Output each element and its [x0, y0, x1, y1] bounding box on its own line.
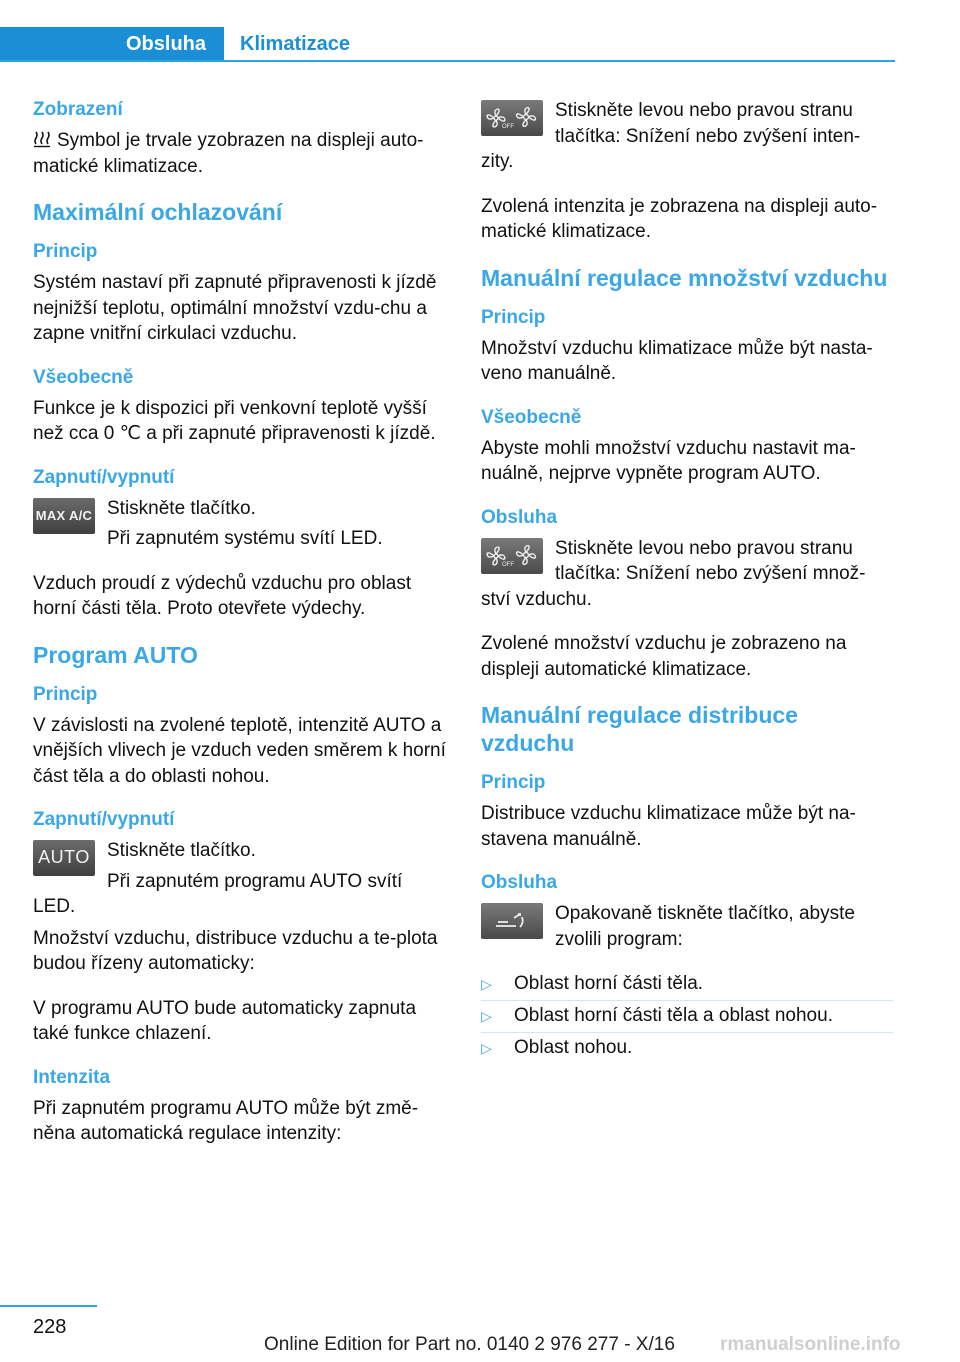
heading-zapnuti-2: Zapnutí/vypnutí: [33, 809, 175, 830]
auto-button-image: AUTO: [33, 840, 95, 876]
heading-princip-3: Princip: [481, 306, 546, 328]
heading-manual-distribuce: Manuální regulace distribuce vzduchu: [481, 702, 798, 756]
list-item: ▷ Oblast horní části těla a oblast nohou.: [481, 1003, 893, 1029]
heading-program-auto: Program AUTO: [33, 641, 198, 668]
tab-obsluha[interactable]: Obsluha: [0, 27, 224, 62]
heading-vseobecne-1: Všeobecně: [33, 366, 134, 388]
air-distribution-icon: [492, 909, 532, 933]
heading-max-ochlazovani: Maximální ochlazování: [33, 199, 283, 225]
fan-intensity-instruction: OFF Stiskněte levou nebo pravou stranu tlačítka: Snížení nebo zvýšení inten- zity.: [481, 100, 861, 172]
right-column: [481, 98, 893, 1067]
text-vzduch-proudi: Vzduch proudí z výdechů vzduchu pro oblast horní části těla. Proto otevřete výdechy.: [33, 572, 412, 619]
heading-obsluha-2: Obsluha: [481, 872, 558, 893]
heading-intenzita: Intenzita: [33, 1066, 111, 1088]
heading-manual-mnozstvi: Manuální regulace množství vzduchu: [481, 264, 888, 291]
max-ac-button-image: MAX A/C: [33, 498, 95, 534]
page-footer: [0, 1300, 960, 1362]
bullet-triangle-icon: ▷: [481, 1040, 492, 1056]
svg-text:OFF: OFF: [502, 124, 514, 130]
text-zvolena-intenzita: Zvolená intenzita je zobrazena na displeji auto-matické klimatizace.: [481, 195, 878, 242]
heading-princip-1: Princip: [33, 241, 98, 262]
page-header: [0, 0, 960, 62]
heading-obsluha-1: Obsluha: [481, 506, 558, 528]
text-princip-2: V závislosti na zvolené teplotě, intenzitě AUTO a vnějších vlivech je vzduch veden směrem k horní část těla a do oblasti nohou.: [33, 714, 446, 787]
text-princip-1: Systém nastaví při zapnuté připravenosti k jízdě nejnižší teplotu, optimální množství vzdu-chu a zapne vnitřní cirkulaci vzduchu.: [33, 272, 437, 344]
fan-icon: [485, 106, 539, 130]
text-princip-4: Distribuce vzduchu klimatizace může být na-stavena manuálně.: [481, 803, 856, 850]
tab-klimatizace[interactable]: Klimatizace: [240, 33, 351, 55]
zobrazeni-body: Symbol je trvale yzobrazen na displeji auto- matické klimatizace.: [33, 130, 424, 177]
maxac-instruction: MAX A/C Stiskněte tlačítko. Při zapnutém systému svítí LED.: [33, 496, 447, 552]
heat-waves-icon: [33, 130, 51, 148]
left-column: [33, 98, 447, 1166]
fan-button-image-2: [481, 538, 543, 574]
svg-text:OFF: OFF: [502, 561, 514, 568]
fan-button-image: [481, 100, 543, 136]
site-watermark: rmanualsonline.info: [720, 1334, 901, 1355]
air-distribution-button-image: [481, 903, 543, 939]
text-program-chlazeni: V programu AUTO bude automaticky zapnuta také funkce chlazení.: [33, 997, 417, 1044]
heading-zobrazeni: Zobrazení: [33, 99, 123, 120]
fan-amount-instruction: OFF Stiskněte levou nebo pravou stranu tlačítka: Snížení nebo zvýšení množ- ství vzduchu.: [481, 537, 866, 610]
text-vseobecne-2: Abyste mohli množství vzduchu nastavit ma-nuálně, nejprve vypněte program AUTO.: [481, 437, 856, 484]
heading-princip-2: Princip: [33, 683, 98, 705]
fan-icon-2: [485, 544, 539, 568]
heading-zapnuti-1: Zapnutí/vypnutí: [33, 466, 175, 488]
heading-princip-4: Princip: [481, 772, 546, 793]
text-intenzita: Při zapnutém programu AUTO může být změ-něna automatická regulace intenzity:: [33, 1097, 419, 1144]
heading-vseobecne-2: Všeobecně: [481, 406, 582, 428]
bullet-triangle-icon: ▷: [481, 976, 492, 992]
list-item: ▷ Oblast nohou.: [481, 1035, 893, 1061]
text-princip-3: Množství vzduchu klimatizace může být nasta-veno manuálně.: [481, 337, 873, 384]
edition-note: Online Edition for Part no. 0140 2 976 277 - X/16: [264, 1334, 675, 1355]
text-mnozstvi: Množství vzduchu, distribuce vzduchu a te-plota budou řízeny automaticky:: [33, 927, 438, 974]
text-vseobecne-1: Funkce je k dispozici při venkovní teplotě vyšší než cca 0 ℃ a při zapnuté připravenosti k jízdě.: [33, 397, 436, 444]
text-zvolene-mnozstvi: Zvolené množství vzduchu je zobrazeno na displeji automatické klimatizace.: [481, 633, 847, 680]
bullet-triangle-icon: ▷: [481, 1008, 492, 1024]
page-number: 228: [33, 1316, 67, 1338]
list-item: ▷ Oblast horní části těla.: [481, 971, 893, 997]
distribution-instruction: Opakovaně tiskněte tlačítko, abyste zvolili program:: [481, 901, 893, 952]
footer-rule: [0, 1305, 97, 1307]
text-zobrazeni: [33, 128, 447, 179]
header-rule: [0, 60, 895, 62]
program-list: [481, 971, 893, 1061]
auto-instruction: AUTO Stiskněte tlačítko. Při zapnutém programu AUTO svítí LED.: [33, 840, 403, 917]
